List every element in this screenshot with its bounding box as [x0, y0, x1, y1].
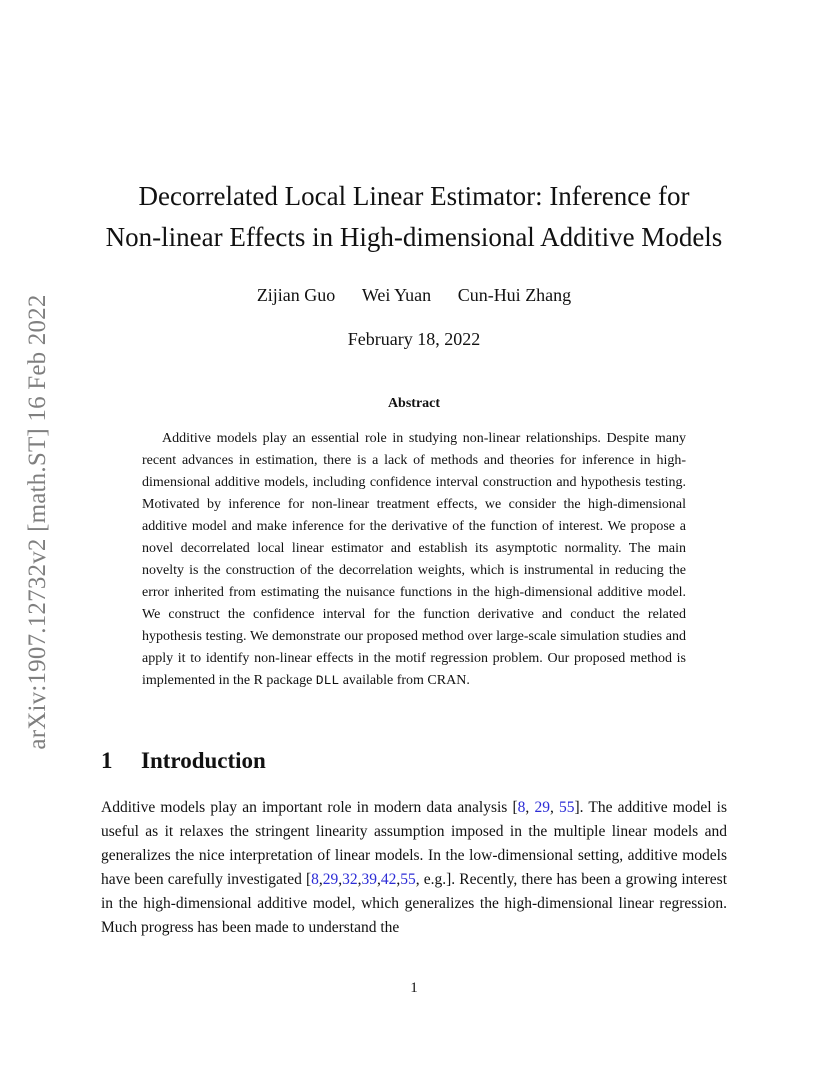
- author-list: [60, 285, 768, 306]
- section-number: 1: [101, 748, 113, 773]
- abstract-text: [142, 428, 686, 692]
- citation-link[interactable]: 39: [361, 871, 377, 888]
- citation-link[interactable]: 8: [311, 871, 319, 888]
- citation-separator: ,: [525, 799, 535, 816]
- page-number: 1: [410, 980, 418, 996]
- paper-date: February 18, 2022: [347, 329, 481, 349]
- citation-link[interactable]: 8: [517, 799, 526, 816]
- citation-separator: ,: [549, 799, 559, 816]
- section-heading-introduction: [101, 748, 266, 774]
- abstract-body: Additive models play an essential role in studying non-linear relationships. Despite many recent advances in estimation, there is a lack of methods and theories for inference in high-dimensional additive models, including confidence interval construction and hypothesis testing. Motivated by inference for non-linear treatment effects, we consider the high-dimensional additive model and make inference for the derivative of the function of interest. We propose a novel decorrelated local linear estimator and establish its asymptotic normality. The main novelty is the construction of the decorrelation weights, which is instrumental in reducing the error inherited from estimating the nuisance functions in the high-dimensional additive model. We construct the confidence interval for the function derivative and conduct the related hypothesis testing. We demonstrate our proposed method over large-scale simulation studies and apply it to identify non-linear effects in the motif regression problem. Our proposed method is implemented in the R package: [142, 431, 686, 688]
- citation-separator: ,: [396, 871, 401, 888]
- citation-separator: ,: [318, 871, 323, 888]
- citation-separator: ,: [338, 871, 343, 888]
- paper-title: [60, 176, 768, 258]
- intro-text: ]. The additive model is useful as it relaxes the stringent linearity assumption imposed in the multiple linear models and generalizes the nice interpretation of linear models. In the low-dimensional setting, additive models have been carefully investigated [: [101, 799, 728, 888]
- author-name: Zijian Guo: [256, 285, 336, 305]
- package-name: DLL: [315, 673, 340, 688]
- introduction-paragraph: [101, 796, 727, 940]
- abstract-body-end: available from CRAN.: [342, 673, 470, 688]
- section-title: Introduction: [141, 748, 266, 773]
- citation-separator: ,: [377, 871, 381, 888]
- intro-text: , e.g.]. Recently, there has been a growing interest in the high-dimensional additive model, which generalizes the high-dimensional linear regression. Much progress has been made to understand the: [101, 871, 727, 936]
- author-name: Cun-Hui Zhang: [457, 285, 572, 305]
- title-line-1: Decorrelated Local Linear Estimator: Inference for: [138, 181, 690, 211]
- author-name: Wei Yuan: [361, 285, 432, 305]
- citation-link[interactable]: 42: [380, 871, 397, 888]
- citation-link[interactable]: 55: [400, 871, 416, 888]
- citation-link[interactable]: 29: [322, 871, 339, 888]
- citation-link[interactable]: 29: [534, 799, 550, 816]
- arxiv-watermark: arXiv:1907.12732v2 [math.ST] 16 Feb 2022: [24, 294, 51, 750]
- citation-separator: ,: [357, 871, 362, 888]
- citation-link[interactable]: 32: [342, 871, 358, 888]
- title-line-2: Non-linear Effects in High-dimensional Additive Models: [105, 222, 723, 252]
- abstract-heading: Abstract: [387, 396, 441, 411]
- intro-text: Additive models play an important role in modern data analysis [: [101, 799, 518, 816]
- citation-link[interactable]: 55: [559, 799, 575, 816]
